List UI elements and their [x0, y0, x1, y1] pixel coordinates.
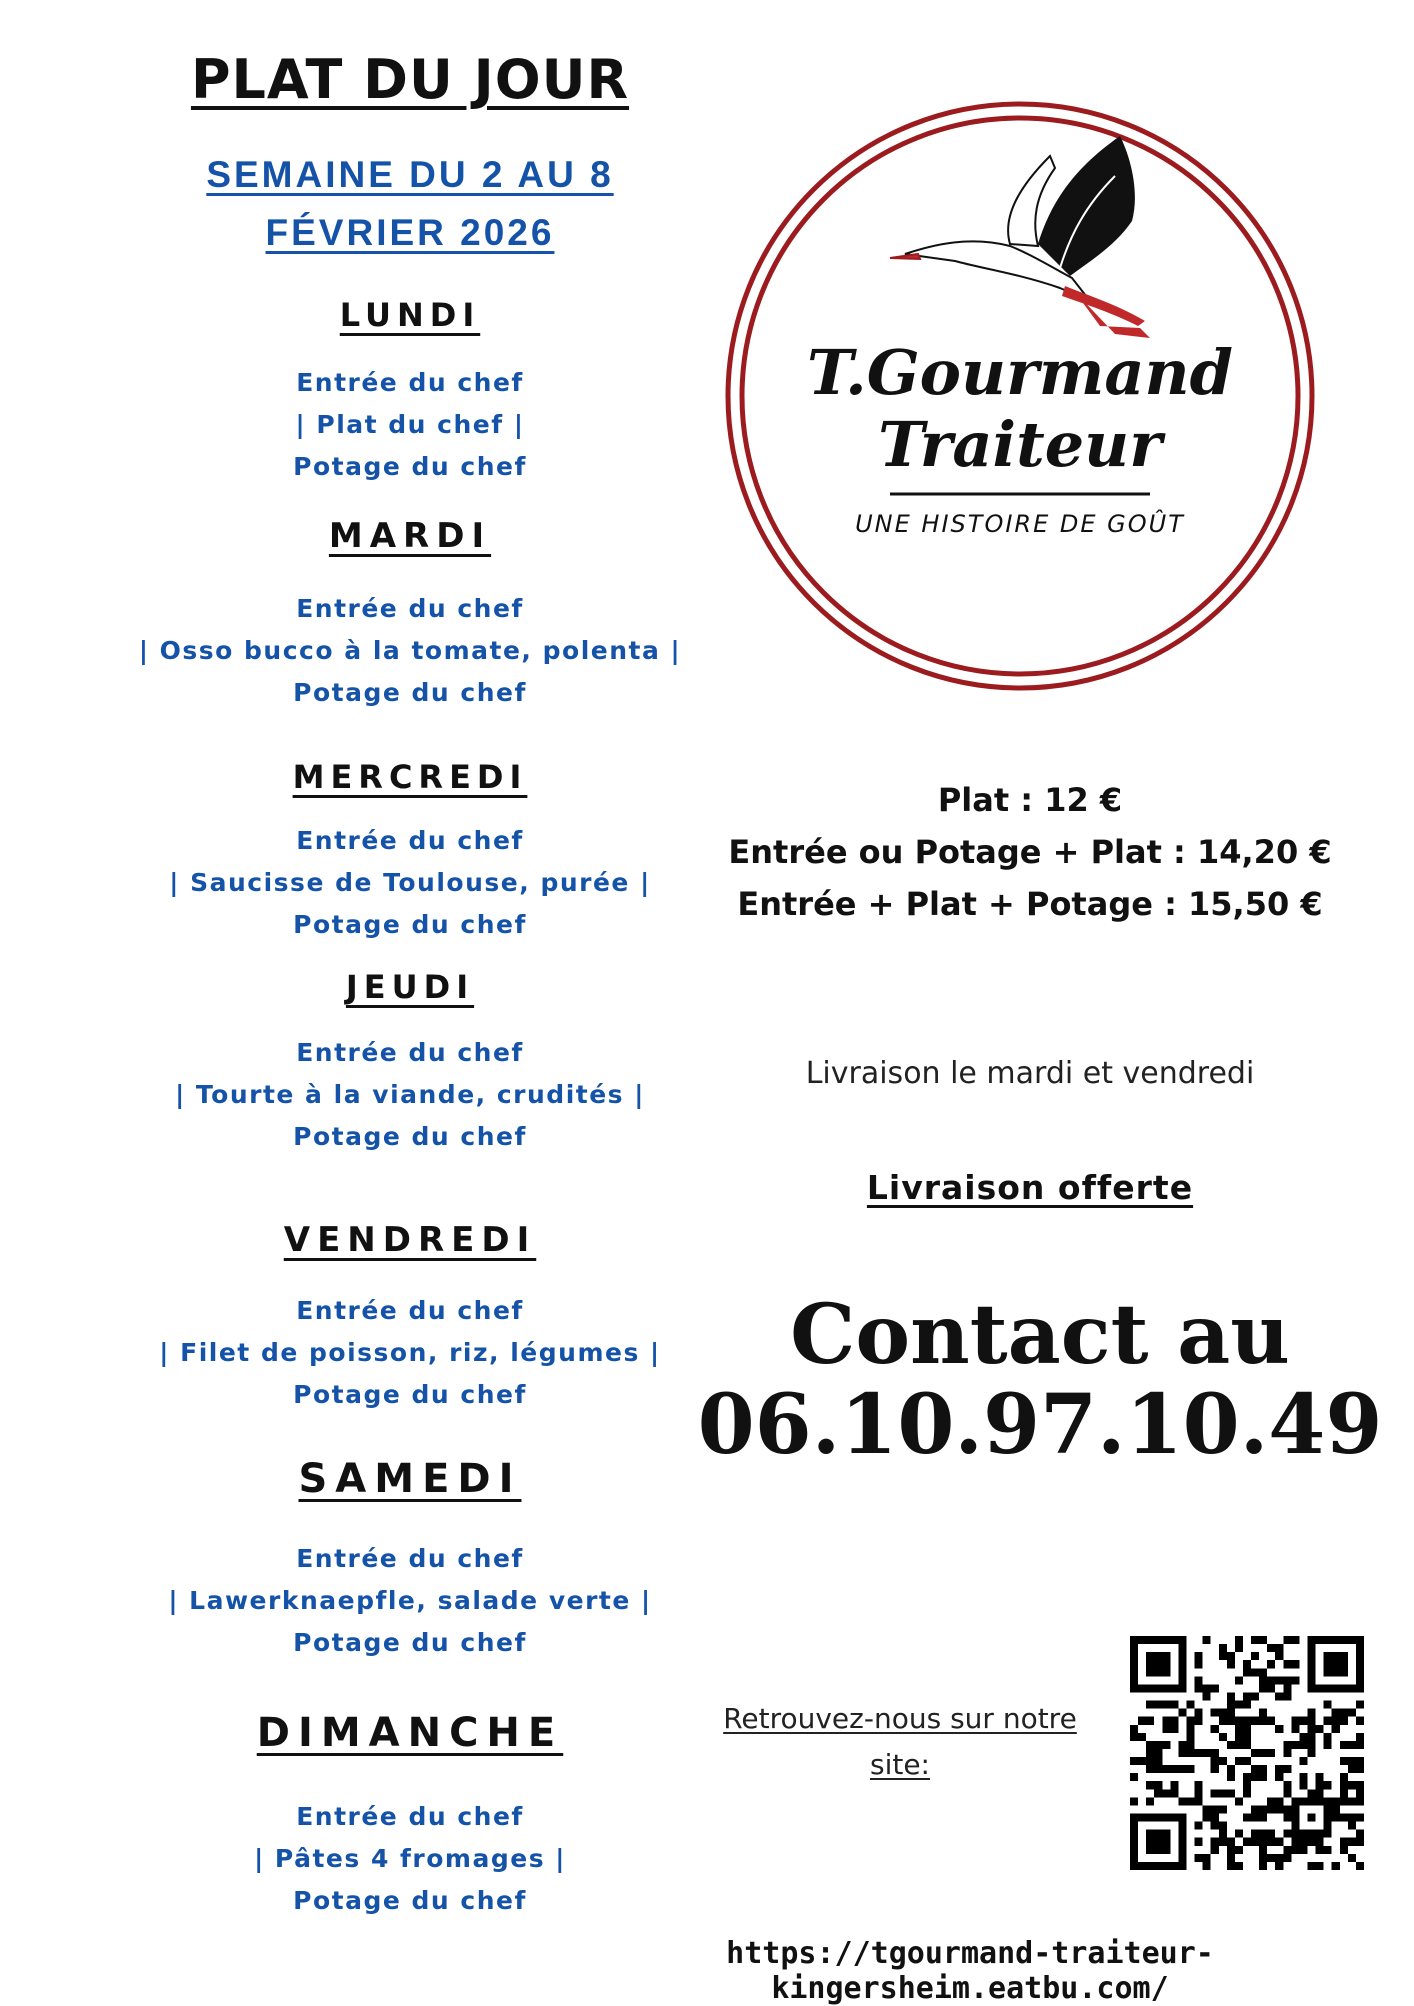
menu-main: | Saucisse de Toulouse, purée | [169, 868, 651, 897]
menu-starter: Entrée du chef [296, 1038, 524, 1067]
logo-name-line-1: T.Gourmand [807, 336, 1233, 409]
menu-sunday [0, 1796, 820, 1922]
contact-label: Contact au [790, 1287, 1290, 1383]
price-line: Entrée ou Potage + Plat : 14,20 € [728, 833, 1332, 871]
menu-main: | Lawerknaepfle, salade verte | [168, 1586, 652, 1615]
menu-soup: Potage du chef [293, 1380, 527, 1409]
logo-name-line-2: Traiteur [878, 408, 1162, 481]
menu-main: | Pâtes 4 fromages | [254, 1844, 566, 1873]
day-heading-wednesday: MERCREDI [292, 758, 528, 796]
website-url[interactable]: https://tgourmand-traiteur-kingersheim.eatbu.com/ [726, 1936, 1214, 2006]
menu-saturday [0, 1538, 820, 1664]
website-label: Retrouvez-nous sur notre site: [723, 1702, 1077, 1781]
menu-tuesday [0, 588, 820, 714]
price-line: Entrée + Plat + Potage : 15,50 € [737, 885, 1323, 923]
day-heading-saturday: SAMEDI [298, 1456, 522, 1502]
price-list [720, 774, 1340, 930]
menu-starter: Entrée du chef [296, 594, 524, 623]
menu-starter: Entrée du chef [296, 1802, 524, 1831]
price-line: Plat : 12 € [937, 781, 1123, 819]
day-heading-monday: LUNDI [339, 296, 481, 334]
traiteur-logo [720, 96, 1320, 696]
week-range [160, 146, 660, 262]
menu-thursday [0, 1032, 820, 1158]
menu-monday [0, 362, 820, 488]
day-heading-friday: VENDREDI [283, 1220, 537, 1260]
qr-code-icon[interactable] [1130, 1636, 1364, 1870]
menu-main: | Plat du chef | [295, 410, 525, 439]
menu-starter: Entrée du chef [296, 826, 524, 855]
logo-tagline: UNE HISTOIRE DE GOÛT [855, 510, 1185, 538]
menu-soup: Potage du chef [293, 910, 527, 939]
menu-soup: Potage du chef [293, 678, 527, 707]
menu-starter: Entrée du chef [296, 368, 524, 397]
menu-main: | Osso bucco à la tomate, polenta | [138, 636, 682, 665]
menu-soup: Potage du chef [293, 452, 527, 481]
day-heading-sunday: DIMANCHE [256, 1710, 564, 1756]
menu-soup: Potage du chef [293, 1122, 527, 1151]
menu-soup: Potage du chef [293, 1628, 527, 1657]
menu-starter: Entrée du chef [296, 1544, 524, 1573]
menu-starter: Entrée du chef [296, 1296, 524, 1325]
menu-soup: Potage du chef [293, 1886, 527, 1915]
contact-block [680, 1287, 1400, 1473]
stork-icon [890, 136, 1150, 338]
delivery-days: Livraison le mardi et vendredi [805, 1056, 1255, 1091]
week-line-2: FÉVRIER 2026 [265, 212, 555, 253]
menu-wednesday [0, 820, 820, 946]
free-delivery: Livraison offerte [866, 1168, 1194, 1207]
day-heading-tuesday: MARDI [328, 516, 492, 556]
menu-main: | Filet de poisson, riz, légumes | [159, 1338, 661, 1367]
contact-phone[interactable]: 06.10.97.10.49 [697, 1377, 1383, 1473]
menu-main: | Tourte à la viande, crudités | [175, 1080, 645, 1109]
week-line-1: SEMAINE DU 2 AU 8 [206, 154, 614, 195]
day-heading-thursday: JEUDI [345, 968, 475, 1006]
page-title: PLAT DU JOUR [190, 48, 630, 111]
